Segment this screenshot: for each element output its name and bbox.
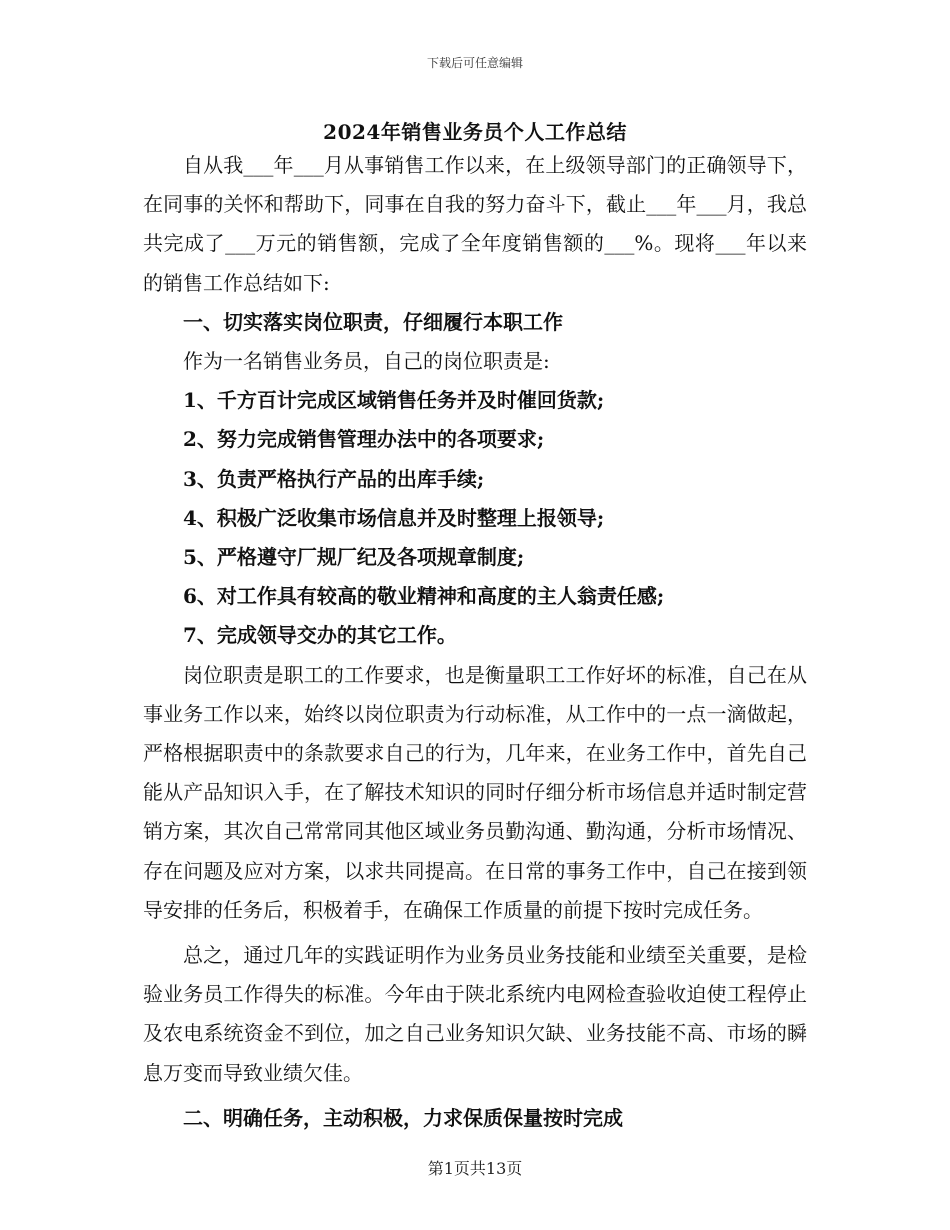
duty-item-6: 6、对工作具有较高的敬业精神和高度的主人翁责任感;	[183, 584, 665, 609]
page-number: 第1页共13页	[427, 1159, 523, 1178]
duty-item-5: 5、严格遵守厂规厂纪及各项规章制度;	[183, 545, 525, 570]
section-1-lead: 作为一名销售业务员，自己的岗位职责是:	[183, 349, 550, 374]
duty-item-3: 3、负责严格执行产品的出库手续;	[183, 466, 485, 491]
duty-item-4: 4、积极广泛收集市场信息并及时整理上报领导;	[183, 505, 605, 530]
duty-item-2: 2、努力完成销售管理办法中的各项要求;	[183, 427, 545, 452]
page-header-note: 下载后可任意编辑	[426, 56, 523, 70]
intro-paragraph: 自从我___年___月从事销售工作以来，在上级领导部门的正确领导下，在同事的关怀和帮助下，同事在自我的努力奋斗下，截止___年___月，我总共完成了___万元的销售额，完成了全年度销售额的___%。现将___年以来的销售工作总结如下:	[143, 153, 807, 295]
document-title: 2024年销售业务员个人工作总结	[323, 120, 627, 144]
duty-item-1: 1、千方百计完成区域销售任务并及时催回货款;	[183, 388, 605, 413]
section-1-heading: 一、切实落实岗位职责，仔细履行本职工作	[183, 309, 563, 334]
section-2-heading: 二、明确任务，主动积极，力求保质保量按时完成	[183, 1105, 623, 1130]
section-1-paragraph-2: 总之，通过几年的实践证明作为业务员业务技能和业绩至关重要，是检验业务员工作得失的标准。今年由于陕北系统内电网检查验收迫使工程停止及农电系统资金不到位，加之自己业务知识欠缺、业务技能不高、市场的瞬息万变而导致业绩欠佳。	[143, 943, 807, 1085]
duty-item-7: 7、完成领导交办的其它工作。	[183, 623, 457, 648]
document-body	[143, 146, 807, 1138]
section-1-paragraph-1: 岗位职责是职工的工作要求，也是衡量职工工作好坏的标准，自己在从事业务工作以来，始终以岗位职责为行动标准，从工作中的一点一滴做起，严格根据职责中的条款要求自己的行为，几年来，在业务工作中，首先自己能从产品知识入手，在了解技术知识的同时仔细分析市场信息并适时制定营销方案，其次自己常常同其他区域业务员勤沟通、勤沟通，分析市场情况、存在问题及应对方案，以求共同提高。在日常的事务工作中，自己在接到领导安排的任务后，积极着手，在确保工作质量的前提下按时完成任务。	[143, 662, 807, 922]
